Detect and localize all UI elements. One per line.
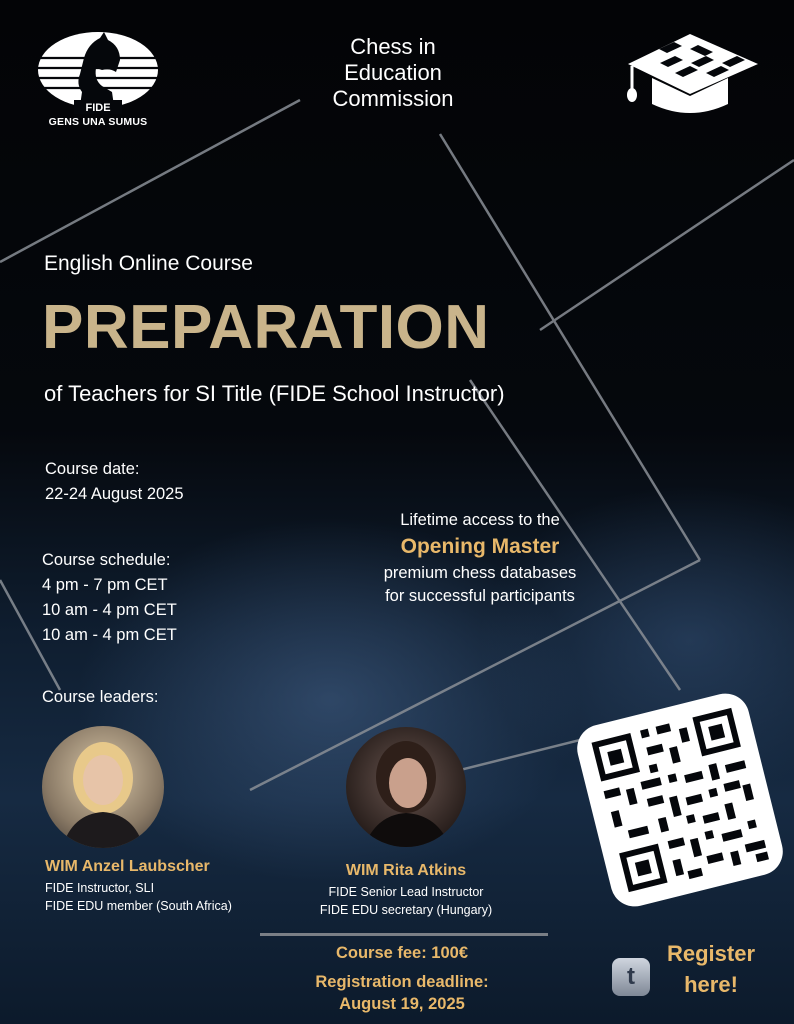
commission-line-3: Commission — [332, 86, 454, 111]
commission-title — [300, 34, 486, 112]
deadline-date: August 19, 2025 — [339, 995, 465, 1013]
access-line-3: premium chess databases — [383, 564, 577, 582]
commission-line-2: Education — [344, 60, 442, 85]
course-fee: Course fee: 100€ — [335, 944, 469, 962]
fee-info — [290, 942, 514, 1015]
lifetime-access-offer — [340, 509, 620, 608]
access-line-4: for successful participants — [385, 587, 575, 605]
schedule-item: 10 am - 4 pm CET — [42, 601, 177, 619]
access-line-1: Lifetime access to the — [400, 511, 560, 529]
graduation-cap-icon — [620, 32, 762, 118]
schedule-label: Course schedule: — [42, 551, 171, 569]
leader-1 — [45, 858, 232, 915]
leader-1-avatar — [42, 726, 164, 848]
leader-2-membership: FIDE EDU secretary (Hungary) — [319, 903, 493, 917]
register-line-1: Register — [666, 941, 756, 966]
course-subtitle: of Teachers for SI Title (FIDE School Instructor) — [44, 381, 505, 406]
leader-1-role: FIDE Instructor, SLI — [45, 881, 155, 895]
course-date-value: 22-24 August 2025 — [45, 485, 184, 503]
register-line-2: here! — [684, 972, 738, 997]
schedule-item: 4 pm - 7 pm CET — [42, 576, 168, 594]
fide-logo — [36, 28, 160, 132]
telegram-t-icon[interactable] — [612, 958, 650, 996]
deadline-label: Registration deadline: — [315, 973, 489, 991]
schedule-item: 10 am - 4 pm CET — [42, 626, 177, 644]
opening-master-highlight: Opening Master — [400, 535, 560, 558]
course-schedule — [42, 548, 177, 648]
leader-2-role: FIDE Senior Lead Instructor — [328, 885, 484, 899]
register-icon-glyph: t — [627, 963, 635, 990]
leaders-label: Course leaders: — [42, 688, 159, 706]
fee-divider — [260, 933, 548, 936]
register-link[interactable] — [648, 938, 774, 1000]
knight-logo-icon — [36, 28, 160, 118]
leader-2-avatar — [346, 727, 466, 847]
qr-code-icon[interactable] — [570, 685, 790, 915]
course-date — [45, 457, 184, 507]
leader-1-name: WIM Anzel Laubscher — [45, 858, 210, 875]
leader-2-name: WIM Rita Atkins — [345, 862, 467, 879]
commission-line-1: Chess in — [350, 34, 436, 59]
leader-2 — [306, 862, 506, 919]
course-date-label: Course date: — [45, 460, 140, 478]
leader-1-membership: FIDE EDU member (South Africa) — [45, 899, 232, 913]
fide-motto: GENS UNA SUMUS — [48, 116, 148, 128]
course-title: PREPARATION — [42, 293, 490, 362]
fide-label: FIDE — [85, 102, 111, 114]
course-type: English Online Course — [44, 252, 253, 275]
